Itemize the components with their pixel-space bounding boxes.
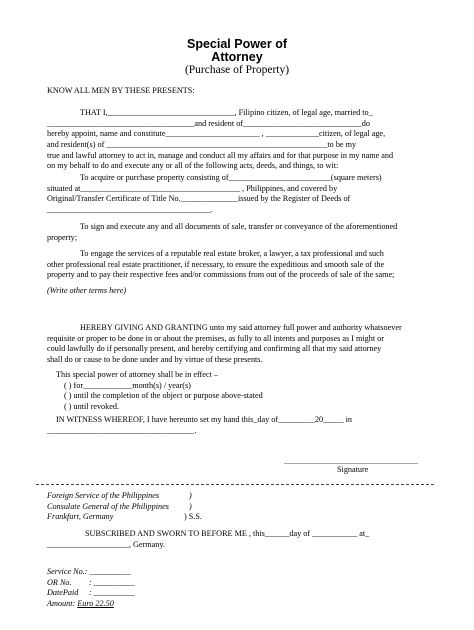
para5-line-4: shall do or cause to be done under and by virtue of these presents. [47,354,263,364]
para4-line-3: property and to pay their respective fees and/or commissions from out of the proceeds of sale of the same; [47,270,395,280]
venue-line-2 [47,502,424,513]
para1-line-2: ____________________________________and resident of_____________________________do [47,118,370,128]
amount-row [47,599,424,610]
paragraph-sign-execute [47,222,424,243]
greeting: KNOW ALL MEN BY THESE PRESENTS: [47,86,195,95]
venue-foreign-service: Foreign Service of the Philippines [47,491,160,500]
amount-label: Amount: [47,598,76,608]
para5-line-2: requisite or proper to be done in or about the premises, as fully to all intents and purposes as I might or [47,333,384,343]
fee-block [47,567,424,610]
witness-clause [47,415,424,436]
date-paid-label: DatePaid [47,588,79,598]
venue-city: Frankfurt, Germany [47,512,114,522]
witness-line-1: IN WITNESS WHEREOF, I have hereunto set my hand this_day of_________20_____ in [56,415,353,424]
document-title [0,38,474,64]
other-terms-placeholder: (Write other terms here) [47,286,127,295]
service-no-blank: __________ [87,567,131,576]
para2-line-3: Original/Transfer Certificate of Title No.______________issued by the Register of Deeds of [47,194,351,204]
para5-line-3: could lawfully do if personally present, and hereby certifying and confirming all that my said attorney [47,344,382,354]
service-no-row [47,567,424,578]
para2-line-4: ________________________________________. [47,204,213,214]
para1-line-1: THAT I,_______________________________, Filipino citizen, of legal age, married to_ [80,108,373,117]
para3-line-2: property; [47,232,78,242]
venue-line-1 [47,491,424,502]
document-subtitle: (Purchase of Property) [184,64,290,76]
title-line-1: Special Power of [186,37,288,51]
title-line-2: Attorney [211,50,263,64]
subscribed-clause [47,529,424,550]
effect-option-revoked: ( ) until revoked. [64,401,120,411]
paragraph-granting [47,323,424,366]
venue-paren-ss: ) S.S. [184,512,202,522]
date-paid-row [47,588,424,599]
para4-line-1: To engage the services of a reputable real estate broker, a lawyer, a tax professional and such [80,249,384,258]
effect-option-period: ( ) for____________month(s) / year(s) [64,380,191,390]
venue-consulate: Consulate General of the Philippines [47,501,169,511]
amount-value: Euro 22.50 [77,598,114,608]
or-no-label: OR No. [47,577,72,587]
para4-line-2: other professional real estate practitioner, if necessary, to ensure the expeditious and smooth sale of the [47,259,385,269]
effect-intro: This special power of attorney shall be in effect – [56,370,218,379]
service-no-label: Service No.: [47,567,88,576]
venue-paren-1: ) [189,491,192,500]
para1-line-4: and resident(s) of ______________________________________________________to be my [47,139,357,149]
venue-paren-2: ) [189,501,192,511]
signature-line [284,463,418,464]
para2-line-2: situated at_______________________________________ , Philippines, and covered by [47,183,338,193]
para1-line-6: on my behalf to do and execute any or all of the following acts, deeds, and things, to wit: [47,161,339,171]
para5-line-1: HEREBY GIVING AND GRANTING unto my said attorney full power and authority whatsoever [80,323,402,332]
date-paid-blank: : __________ [89,588,135,598]
para2-line-1: To acquire or purchase property consisting of_________________________(square meters) [80,173,382,182]
para3-line-1: To sign and execute any and all documents of sale, transfer or conveyance of the aforementioned [80,222,398,231]
paragraph-acquire [47,173,424,216]
witness-line-2: ____________________________________. [47,425,197,435]
effect-section [56,370,433,413]
venue-block [47,491,424,523]
or-no-row [47,578,424,589]
section-divider [36,484,434,485]
subscribed-line-2: ____________________, Germany. [47,539,165,549]
venue-line-3 [47,512,424,523]
para1-line-5: true and lawful attorney to act in, manage and conduct all my affairs and for that purpose in my name and [47,150,394,160]
paragraph-appointment [47,108,424,172]
signature-label: Signature [337,465,369,474]
subscribed-line-1: SUBSCRIBED AND SWORN TO BEFORE ME , this______day of ___________ at_ [85,529,370,538]
paragraph-engage-services [47,249,424,281]
or-no-blank: : __________ [89,577,135,587]
effect-option-completion: ( ) until the completion of the object or purpose above-stated [64,391,263,401]
para1-line-3: hereby appoint, name and constitute_______________________ , _____________citizen, of legal age, [47,129,386,139]
